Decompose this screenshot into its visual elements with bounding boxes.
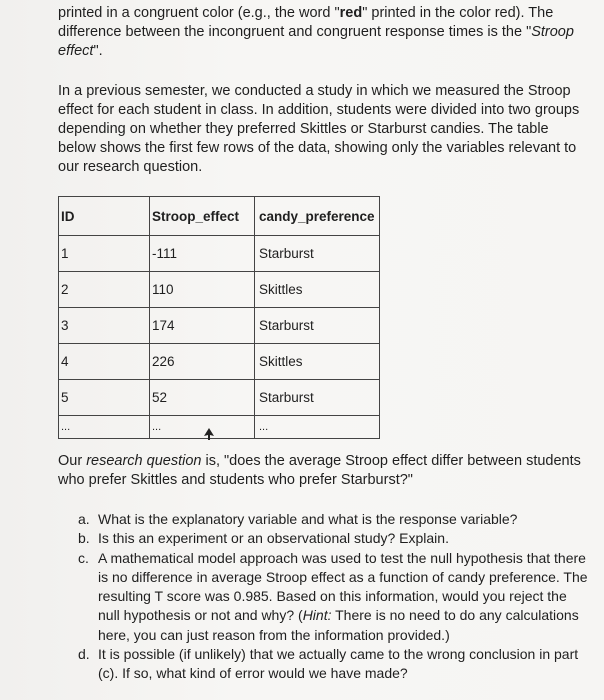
cell-stroop: 174 bbox=[150, 308, 255, 344]
rq-pre: Our bbox=[58, 453, 87, 469]
question-label: d. bbox=[78, 646, 90, 663]
question-label: c. bbox=[78, 549, 89, 566]
hint-label: Hint: bbox=[302, 607, 332, 624]
cell-id: ... bbox=[59, 416, 150, 439]
table-row bbox=[59, 380, 380, 416]
table-header-row bbox=[59, 197, 380, 236]
question-label: a. bbox=[78, 511, 90, 527]
cell-candy: Starburst bbox=[255, 380, 380, 416]
table-row-ellipsis bbox=[59, 416, 380, 439]
question-c-hint-text: There is no need to do any calculations here, you can just reason from the information provided.) bbox=[98, 607, 579, 643]
cell-id: 5 bbox=[59, 380, 150, 416]
intro-text-start: printed in a congruent color (e.g., the word " bbox=[58, 5, 340, 21]
study-paragraph: In a previous semester, we conducted a study in which we measured the Stroop effect for each student in class. In addition, students were divided into two groups depending on whether they preferred Skittles or Starburst candies. The table below shows the first few rows of the data, showing only the variables relevant to our research question. bbox=[58, 83, 580, 175]
cell-candy: ... bbox=[255, 416, 380, 439]
header-id: ID bbox=[59, 197, 150, 236]
cell-stroop: 226 bbox=[150, 344, 255, 380]
mouse-pointer-icon bbox=[204, 428, 214, 440]
question-text: What is the explanatory variable and what is the response variable? bbox=[98, 511, 518, 527]
cell-id: 2 bbox=[59, 272, 150, 308]
cell-id: 1 bbox=[59, 236, 150, 272]
research-question bbox=[58, 452, 598, 490]
rq-term: research question bbox=[86, 453, 202, 469]
table-row bbox=[59, 344, 380, 380]
data-table bbox=[58, 196, 380, 439]
cell-candy: Starburst bbox=[255, 308, 380, 344]
question-c-text: A mathematical model approach was used to test the null hypothesis that there is no difference in average Stroop effect as a function of candy preference. The resulting T score was 0.985. Based on this information, would you reject the null hypothesis or not and why? ( bbox=[98, 549, 588, 624]
table-row bbox=[59, 236, 380, 272]
question-label: b. bbox=[78, 530, 90, 547]
header-candy-preference: candy_preference bbox=[255, 197, 380, 236]
intro-text-middle: " printed in the color red). The difference between the incongruent and congruent response times is the " bbox=[58, 5, 554, 40]
intro-paragraph bbox=[58, 4, 588, 61]
question-text bbox=[98, 549, 588, 645]
cell-id: 3 bbox=[59, 308, 150, 344]
table-row bbox=[59, 308, 380, 344]
cell-candy: Skittles bbox=[255, 272, 380, 308]
table-row bbox=[59, 272, 380, 308]
cell-stroop: ... bbox=[150, 416, 255, 439]
question-list bbox=[78, 510, 588, 684]
list-item bbox=[78, 645, 588, 684]
cell-candy: Starburst bbox=[255, 236, 380, 272]
cell-stroop: -111 bbox=[150, 236, 255, 272]
list-item bbox=[78, 510, 588, 529]
cell-candy: Skittles bbox=[255, 344, 380, 380]
question-text: Is this an experiment or an observational study? Explain. bbox=[98, 530, 449, 547]
question-text: It is possible (if unlikely) that we actually came to the wrong conclusion in part (c). If so, what kind of error would we have made? bbox=[98, 646, 579, 682]
rq-post: is, "does the average Stroop effect differ between students who prefer Skittles and students who prefer Starburst?" bbox=[58, 453, 581, 488]
intro-text-end: ". bbox=[93, 43, 103, 59]
cell-stroop: 52 bbox=[150, 380, 255, 416]
cell-stroop: 110 bbox=[150, 272, 255, 308]
stroop-effect-term: Stroop effect bbox=[58, 24, 574, 59]
header-stroop-effect: Stroop_effect bbox=[150, 197, 255, 236]
list-item bbox=[78, 529, 588, 548]
red-word: red bbox=[339, 5, 363, 21]
cell-id: 4 bbox=[59, 344, 150, 380]
list-item bbox=[78, 549, 588, 645]
